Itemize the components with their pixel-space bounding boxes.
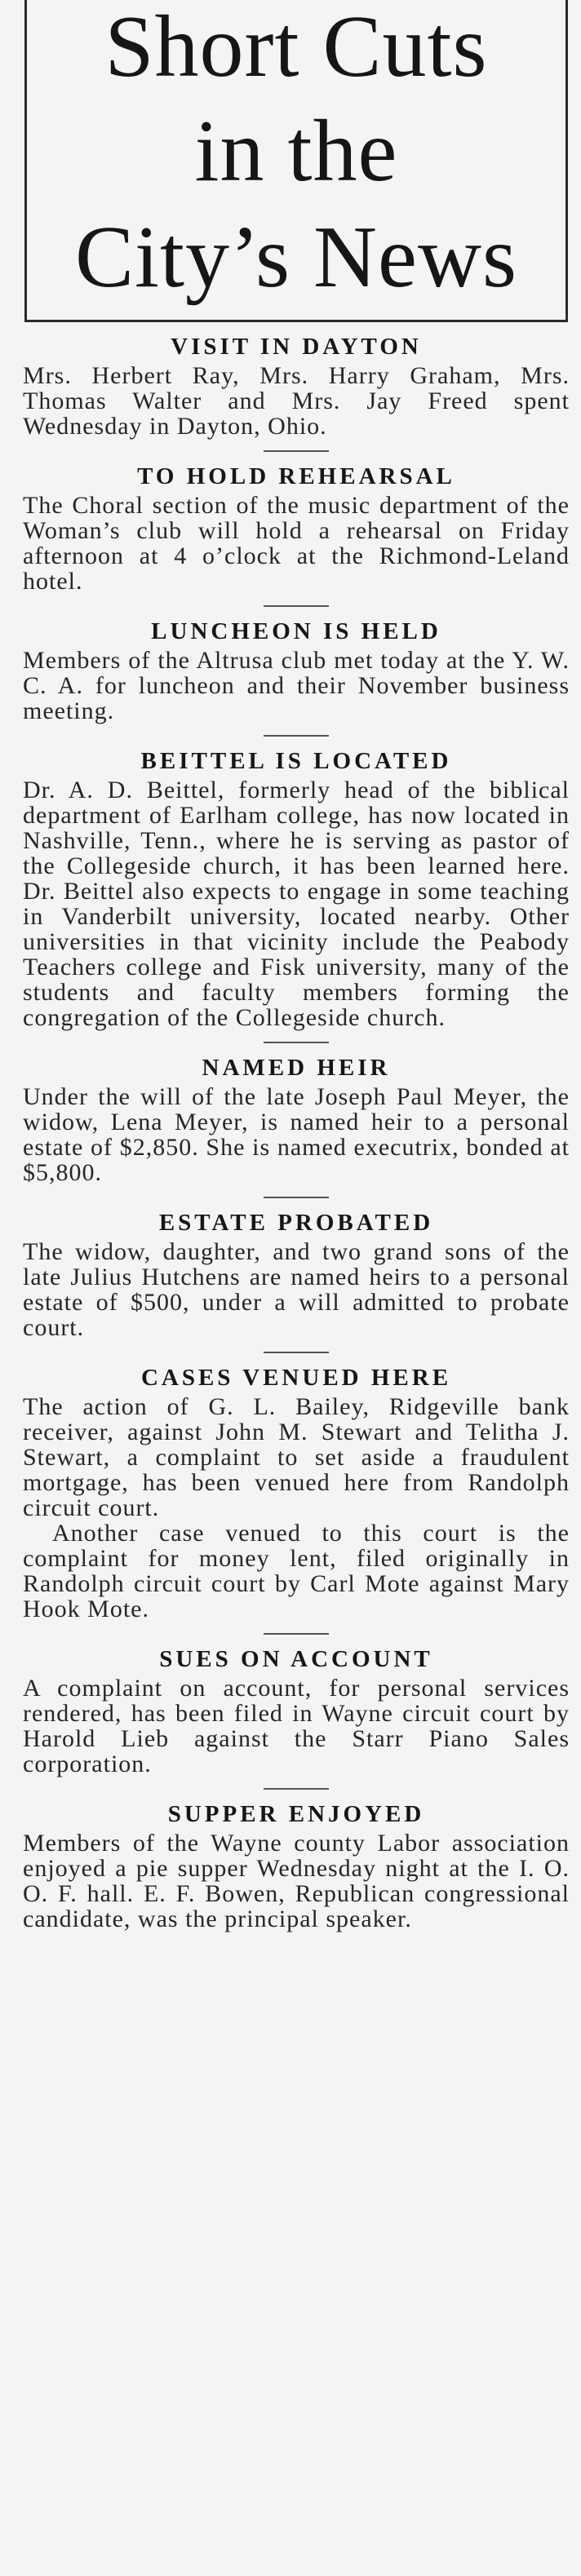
item-paragraph: Members of the Altrusa club met today at the Y. W. C. A. for luncheon and their November business meeting. [23, 647, 570, 724]
item-paragraph: The widow, daughter, and two grand sons of the late Julius Hutchens are named heirs to a personal estate of $500, under a will admitted to probate court. [23, 1238, 570, 1341]
item-heading: BEITTEL IS LOCATED [140, 748, 452, 774]
item-paragraph: The Choral section of the music department of the Woman’s club will hold a rehearsal on Friday afternoon at 4 o’clock at the Richmond-Leland hotel. [23, 492, 570, 595]
item-paragraph: Another case venued to this court is the complaint for money lent, filed originally in Randolph circuit court by Carl Mote against Mary Hook Mote. [23, 1520, 570, 1622]
item-paragraph: Members of the Wayne county Labor association enjoyed a pie supper Wednesday night at the I. O. O. F. hall. E. F. Bowen, Republican congressional candidate, was the principal speaker. [23, 1830, 570, 1932]
news-item-to-hold-rehearsal [23, 460, 570, 607]
item-paragraph: Dr. A. D. Beittel, formerly head of the biblical department of Earlham college, has now located in Nashville, Tenn., where he is serving as pastor of the Collegeside church, it has been learned here. Dr. Beittel also expects to engage in some teaching in Vanderbilt university, located nearby. Other universities in that vicinity include the Peabody Teachers college and Fisk university, many of the students and faculty members forming the congregation of the Collegeside church. [23, 777, 570, 1031]
divider [264, 1788, 329, 1790]
masthead-line-3: City’s News [74, 209, 518, 306]
item-paragraph: Mrs. Herbert Ray, Mrs. Harry Graham, Mrs. Thomas Walter and Mrs. Jay Freed spent Wednesday in Dayton, Ohio. [23, 362, 570, 440]
news-item-sues-on-account [23, 1643, 570, 1790]
divider [264, 1042, 329, 1043]
item-paragraph: A complaint on account, for personal services rendered, has been filed in Wayne circuit court by Harold Lieb against the Starr Piano Sales corporation. [23, 1675, 570, 1777]
news-item-supper-enjoyed [23, 1798, 570, 1932]
divider [264, 1352, 329, 1353]
divider [264, 1197, 329, 1198]
item-heading: CASES VENUED HERE [140, 1365, 452, 1391]
news-item-visit-in-dayton [23, 330, 570, 452]
divider [264, 735, 329, 737]
item-heading: ESTATE PROBATED [158, 1210, 434, 1236]
item-paragraph: Under the will of the late Joseph Paul Meyer, the widow, Lena Meyer, is named heir to a personal estate of $2,850. She is named executrix, bonded at $5,800. [23, 1083, 570, 1186]
item-heading: SUPPER ENJOYED [167, 1801, 425, 1827]
news-item-named-heir [23, 1051, 570, 1198]
item-heading: TO HOLD REHEARSAL [137, 463, 455, 489]
item-heading: NAMED HEIR [202, 1055, 391, 1081]
item-heading: SUES ON ACCOUNT [159, 1646, 433, 1672]
item-heading: VISIT IN DAYTON [171, 334, 422, 360]
news-item-beittel-is-located [23, 745, 570, 1043]
news-item-cases-venued-here [23, 1361, 570, 1635]
divider [264, 1633, 329, 1635]
item-heading: LUNCHEON IS HELD [151, 618, 441, 644]
news-item-luncheon-is-held [23, 615, 570, 737]
item-paragraph: The action of G. L. Bailey, Ridgeville bank receiver, against John M. Stewart and Telitha J. Stewart, a complaint to set aside a fraudulent mortgage, has been venued here from Randolph circuit court. [23, 1393, 570, 1521]
news-column [23, 330, 570, 1932]
news-item-estate-probated [23, 1206, 570, 1353]
masthead-line-2: in the [194, 103, 398, 200]
divider [264, 450, 329, 452]
masthead-line-1: Short Cuts [104, 0, 488, 95]
divider [264, 605, 329, 607]
masthead [24, 0, 568, 322]
